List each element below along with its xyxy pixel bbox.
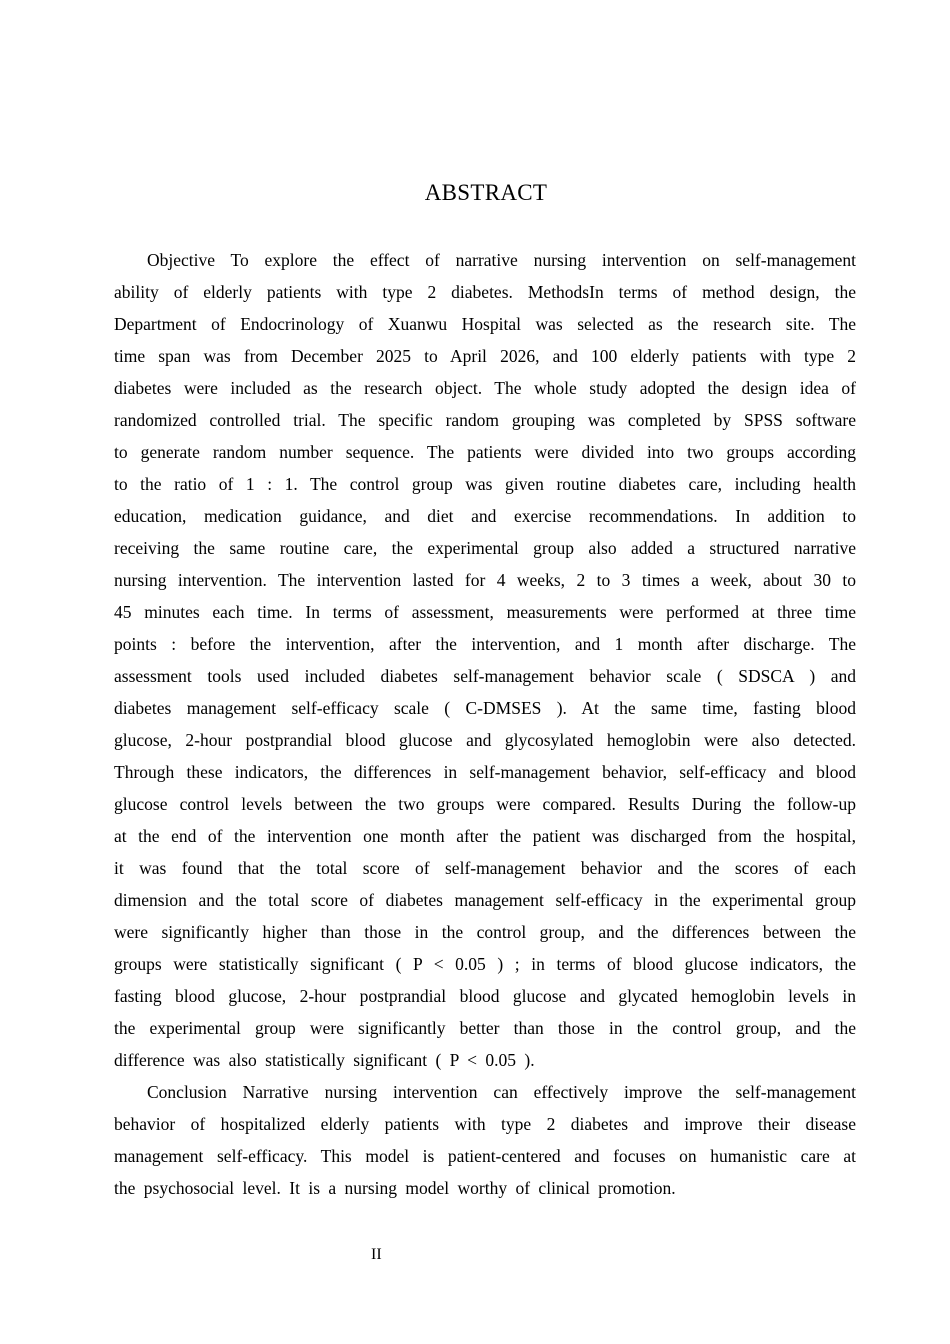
text-line: Through these indicators, the differences in self-management behavior, self-efficacy and blood	[114, 762, 856, 782]
text-line: groups were statistically significant ( P < 0.05 ) ; in terms of blood glucose indicators, the	[114, 954, 856, 974]
text-line: the experimental group were significantly better than those in the control group, and the	[114, 1018, 856, 1038]
text-line: diabetes management self-efficacy scale ( C-DMSES ). At the same time, fasting blood	[114, 698, 856, 718]
text-line: receiving the same routine care, the experimental group also added a structured narrative	[114, 538, 856, 558]
paragraph-objective-methods-results	[114, 244, 856, 1076]
text-line: to generate random number sequence. The patients were divided into two groups according	[114, 442, 856, 462]
text-line: nursing intervention. The intervention lasted for 4 weeks, 2 to 3 times a week, about 30 to	[114, 570, 856, 590]
text-line: the psychosocial level. It is a nursing model worthy of clinical promotion.	[114, 1178, 676, 1198]
text-line: difference was also statistically significant ( P < 0.05 ).	[114, 1050, 535, 1070]
text-line: randomized controlled trial. The specific random grouping was completed by SPSS software	[114, 410, 856, 430]
text-line: assessment tools used included diabetes self-management behavior scale ( SDSCA ) and	[114, 666, 856, 686]
text-line: glucose, 2-hour postprandial blood glucose and glycosylated hemoglobin were also detected.	[114, 730, 856, 750]
abstract-body	[114, 244, 856, 1204]
text-line: points : before the intervention, after the intervention, and 1 month after discharge. The	[114, 634, 856, 654]
text-line: 45 minutes each time. In terms of assessment, measurements were performed at three time	[114, 602, 856, 622]
text-line: Objective To explore the effect of narrative nursing intervention on self-management	[147, 250, 856, 270]
text-line: education, medication guidance, and diet and exercise recommendations. In addition to	[114, 506, 856, 526]
text-line: to the ratio of 1 : 1. The control group was given routine diabetes care, including health	[114, 474, 856, 494]
text-line: glucose control levels between the two groups were compared. Results During the follow-up	[114, 794, 856, 814]
text-line: ability of elderly patients with type 2 diabetes. MethodsIn terms of method design, the	[114, 282, 856, 302]
text-line: Conclusion Narrative nursing intervention can effectively improve the self-management	[147, 1082, 856, 1102]
text-line: it was found that the total score of self-management behavior and the scores of each	[114, 858, 856, 878]
text-line: Department of Endocrinology of Xuanwu Hospital was selected as the research site. The	[114, 314, 856, 334]
paragraph-conclusion	[114, 1076, 856, 1204]
text-line: time span was from December 2025 to April 2026, and 100 elderly patients with type 2	[114, 346, 856, 366]
text-line: management self-efficacy. This model is patient-centered and focuses on humanistic care at	[114, 1146, 856, 1166]
text-line: dimension and the total score of diabetes management self-efficacy in the experimental group	[114, 890, 856, 910]
text-line: diabetes were included as the research object. The whole study adopted the design idea of	[114, 378, 856, 398]
text-line: fasting blood glucose, 2-hour postprandial blood glucose and glycated hemoglobin levels in	[114, 986, 856, 1006]
abstract-title: ABSTRACT	[424, 180, 548, 205]
text-line: at the end of the intervention one month after the patient was discharged from the hospital,	[114, 826, 856, 846]
text-line: behavior of hospitalized elderly patients with type 2 diabetes and improve their disease	[114, 1114, 856, 1134]
text-line: were significantly higher than those in the control group, and the differences between the	[114, 922, 856, 942]
page-number: II	[371, 1246, 382, 1263]
